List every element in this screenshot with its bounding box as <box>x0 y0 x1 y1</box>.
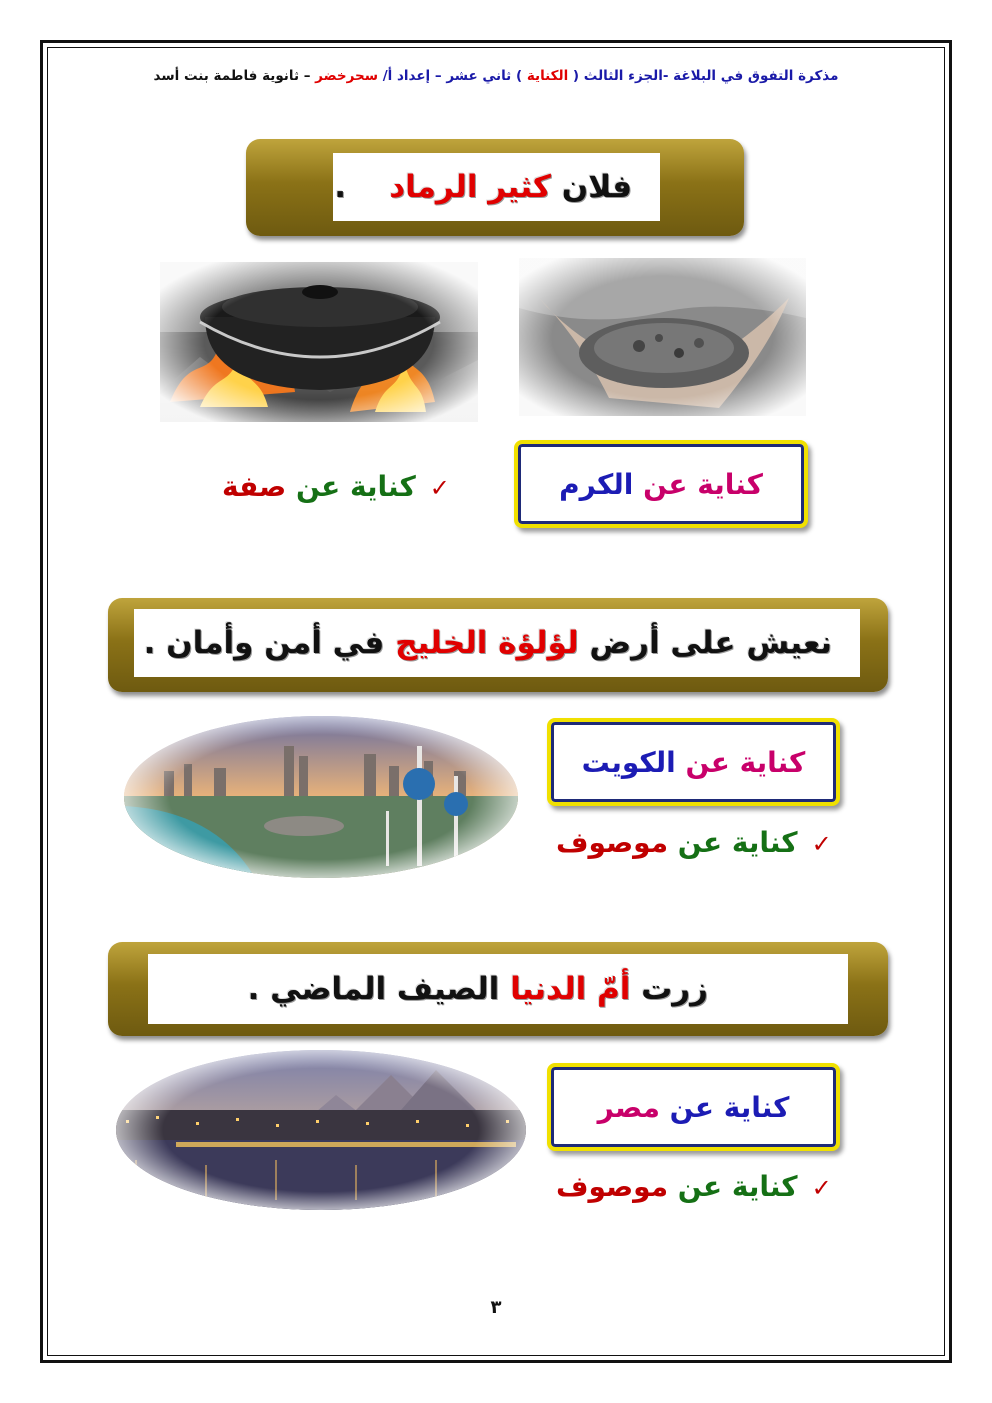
bullet-mawsuf-2-value: موصوف <box>556 1170 669 1203</box>
label-kuwait-value: الكويت <box>581 745 676 779</box>
header-title: مذكرة التفوق في البلاغة -الجزء الثالث ( <box>572 68 839 84</box>
checkmark-icon: ✓ <box>811 1174 832 1202</box>
sentence-3-highlight: أمّ الدنيا <box>510 971 631 1007</box>
image-hands-ash <box>519 258 806 416</box>
sentence-1-before: فلان <box>561 169 632 205</box>
sentence-3-after: الصيف الماضي . <box>247 971 500 1007</box>
sentence-section-2 <box>134 609 860 677</box>
label-karam <box>514 440 808 528</box>
checkmark-icon: ✓ <box>811 830 832 858</box>
sentence-2-before: نعيش على أرض <box>589 625 832 661</box>
bullet-sifa <box>222 470 450 503</box>
page-header <box>60 68 932 84</box>
sentence-3-before: زرت <box>641 971 708 1007</box>
header-author: سحرخضر <box>315 68 379 84</box>
image-cairo-night <box>116 1050 526 1210</box>
bullet-sifa-prefix: كناية عن <box>295 470 416 503</box>
header-topic: الكناية <box>526 68 569 84</box>
label-karam-value: الكرم <box>559 467 634 501</box>
header-grade: ) ثاني عشر – إعداد أ/ <box>382 68 523 84</box>
checkmark-icon: ✓ <box>429 474 450 502</box>
image-kuwait-towers <box>124 716 518 878</box>
label-karam-prefix: كناية عن <box>643 467 763 501</box>
bullet-mawsuf-2 <box>556 1170 832 1203</box>
label-kuwait-prefix: كناية عن <box>685 745 806 779</box>
sentence-2-highlight: لؤلؤة الخليج <box>395 625 579 661</box>
label-misr-prefix: كناية عن <box>669 1090 790 1124</box>
label-misr-value: مصر <box>597 1090 660 1124</box>
sentence-2-after: في أمن وأمان . <box>143 625 385 661</box>
image-cooking-pot <box>160 262 478 422</box>
sentence-1-after: . <box>334 169 347 205</box>
label-kuwait <box>547 718 840 806</box>
bullet-mawsuf-2-prefix: كناية عن <box>677 1170 798 1203</box>
bullet-mawsuf-1-value: موصوف <box>556 826 669 859</box>
bullet-mawsuf-1-prefix: كناية عن <box>677 826 798 859</box>
label-misr <box>547 1063 840 1151</box>
page-number: ٣ <box>490 1297 502 1318</box>
bullet-mawsuf-1 <box>556 826 832 859</box>
sentence-section-3 <box>148 954 848 1024</box>
header-school: – ثانوية فاطمة بنت أسد <box>153 68 311 84</box>
sentence-1-highlight: كثير الرماد <box>389 169 551 205</box>
bullet-sifa-value: صفة <box>222 470 287 503</box>
sentence-section-1 <box>333 153 660 221</box>
